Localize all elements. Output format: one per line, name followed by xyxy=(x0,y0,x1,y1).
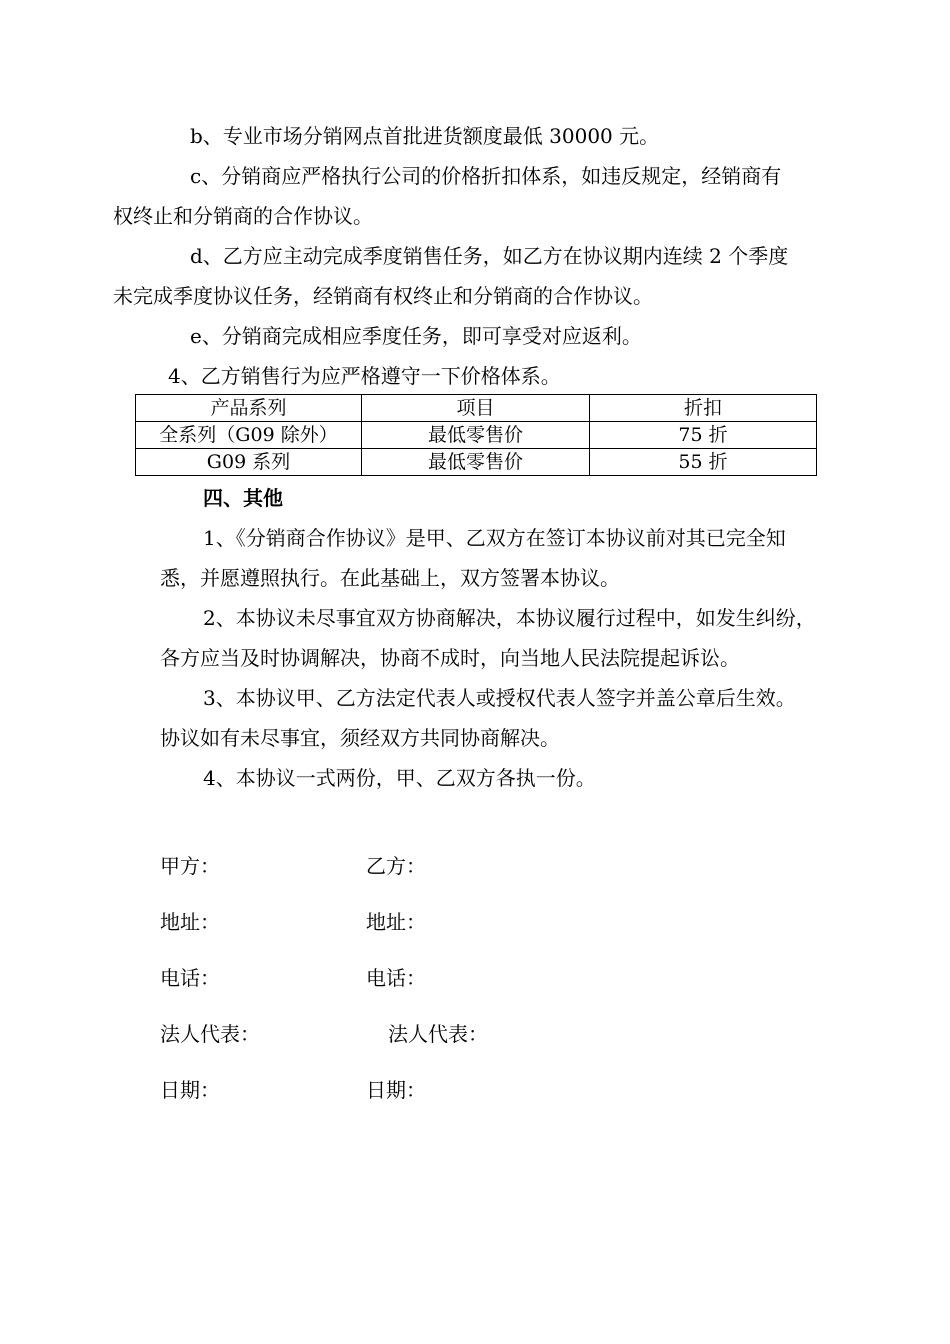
clause-b: b、专业市场分销网点首批进货额度最低 30000 元。 xyxy=(190,124,660,148)
party-a-representative-label: 法人代表： xyxy=(160,1022,260,1046)
party-a-date-label: 日期： xyxy=(160,1078,220,1102)
table-row xyxy=(136,422,817,449)
table-cell: 55 折 xyxy=(590,449,817,476)
clause-c-line2: 权终止和分销商的合作协议。 xyxy=(113,204,373,228)
table-cell: G09 系列 xyxy=(136,449,362,476)
table-header-cell: 项目 xyxy=(362,395,590,422)
party-b-date-label: 日期： xyxy=(366,1078,426,1102)
other-clause-3-line1: 3、本协议甲、乙方法定代表人或授权代表人签字并盖公章后生效。 xyxy=(203,686,796,710)
price-table xyxy=(135,394,817,476)
party-a-address-label: 地址： xyxy=(160,910,220,934)
clause-d-line1: d、乙方应主动完成季度销售任务，如乙方在协议期内连续 2 个季度 xyxy=(190,244,789,268)
table-row xyxy=(136,449,817,476)
table-header-row xyxy=(136,395,817,422)
party-b-phone-label: 电话： xyxy=(366,966,426,990)
party-a-label: 甲方： xyxy=(160,854,220,878)
table-cell: 全系列（G09 除外） xyxy=(136,422,362,449)
other-clause-1-line2: 悉，并愿遵照执行。在此基础上，双方签署本协议。 xyxy=(160,566,620,590)
table-cell: 75 折 xyxy=(590,422,817,449)
table-cell: 最低零售价 xyxy=(362,449,590,476)
other-clause-2-line2: 各方应当及时协调解决，协商不成时，向当地人民法院提起诉讼。 xyxy=(160,646,740,670)
party-b-address-label: 地址： xyxy=(366,910,426,934)
clause-c-line1: c、分销商应严格执行公司的价格折扣体系，如违反规定，经销商有 xyxy=(190,164,782,188)
table-header-cell: 产品系列 xyxy=(136,395,362,422)
other-clause-2-line1: 2、本协议未尽事宜双方协商解决，本协议履行过程中，如发生纠纷， xyxy=(203,606,816,630)
table-header-cell: 折扣 xyxy=(590,395,817,422)
table-cell: 最低零售价 xyxy=(362,422,590,449)
section-heading-other: 四、其他 xyxy=(203,486,283,510)
other-clause-4: 4、本协议一式两份，甲、乙双方各执一份。 xyxy=(203,766,596,790)
clause-d-line2: 未完成季度协议任务，经销商有权终止和分销商的合作协议。 xyxy=(113,284,653,308)
other-clause-1-line1: 1、《分销商合作协议》是甲、乙双方在签订本协议前对其已完全知 xyxy=(203,526,786,550)
other-clause-3-line2: 协议如有未尽事宜，须经双方共同协商解决。 xyxy=(160,726,560,750)
party-b-representative-label: 法人代表： xyxy=(388,1022,488,1046)
party-b-label: 乙方： xyxy=(366,854,426,878)
party-a-phone-label: 电话： xyxy=(160,966,220,990)
clause-e: e、分销商完成相应季度任务，即可享受对应返利。 xyxy=(190,324,642,348)
item-4-price-system: 4、乙方销售行为应严格遵守一下价格体系。 xyxy=(168,364,561,388)
